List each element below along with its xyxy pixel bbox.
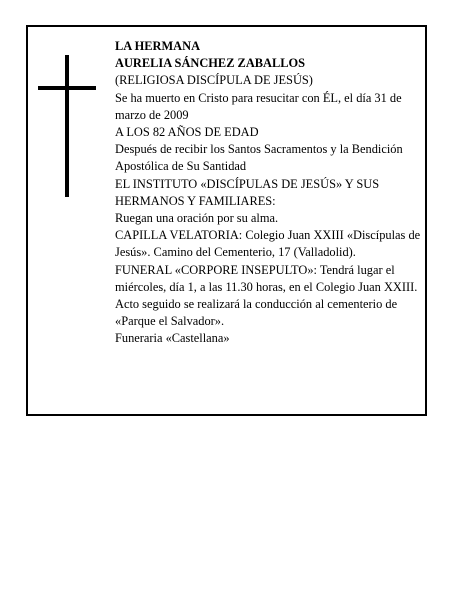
funeral-home: Funeraria «Castellana» <box>115 331 230 346</box>
death-statement: Se ha muerto en Cristo para resucitar con ÉL, el día 31 de marzo de 2009 <box>115 90 402 122</box>
age-line: A LOS 82 AÑOS DE EDAD <box>115 125 259 140</box>
heading-sister: LA HERMANA <box>115 39 201 53</box>
religious-title: (RELIGIOSA DISCÍPULA DE JESÚS) <box>115 73 313 88</box>
deceased-name: AURELIA SÁNCHEZ ZABALLOS <box>115 56 306 71</box>
chapel-info: CAPILLA VELATORIA: Colegio Juan XXIII «Discípulas de Jesús». Camino del Cementerio, 17 (Valladolid). <box>115 228 421 260</box>
prayer-request: Ruegan una oración por su alma. <box>115 211 279 226</box>
cross-vertical-bar <box>65 55 69 197</box>
cross-horizontal-bar <box>38 86 96 90</box>
funeral-info: FUNERAL «CORPORE INSEPULTO»: Tendrá lugar el miércoles, día 1, a las 11.30 horas, en el Colegio Juan XXIII. Acto seguido se realizará la conducción al cementerio de «Parque el Salvador». <box>115 262 418 329</box>
institute-family-line: EL INSTITUTO «DISCÍPULAS DE JESÚS» Y SUS HERMANOS Y FAMILIARES: <box>115 176 380 208</box>
obituary-text <box>115 38 427 348</box>
sacraments-line: Después de recibir los Santos Sacramentos y la Bendición Apostólica de Su Santidad <box>115 142 403 174</box>
